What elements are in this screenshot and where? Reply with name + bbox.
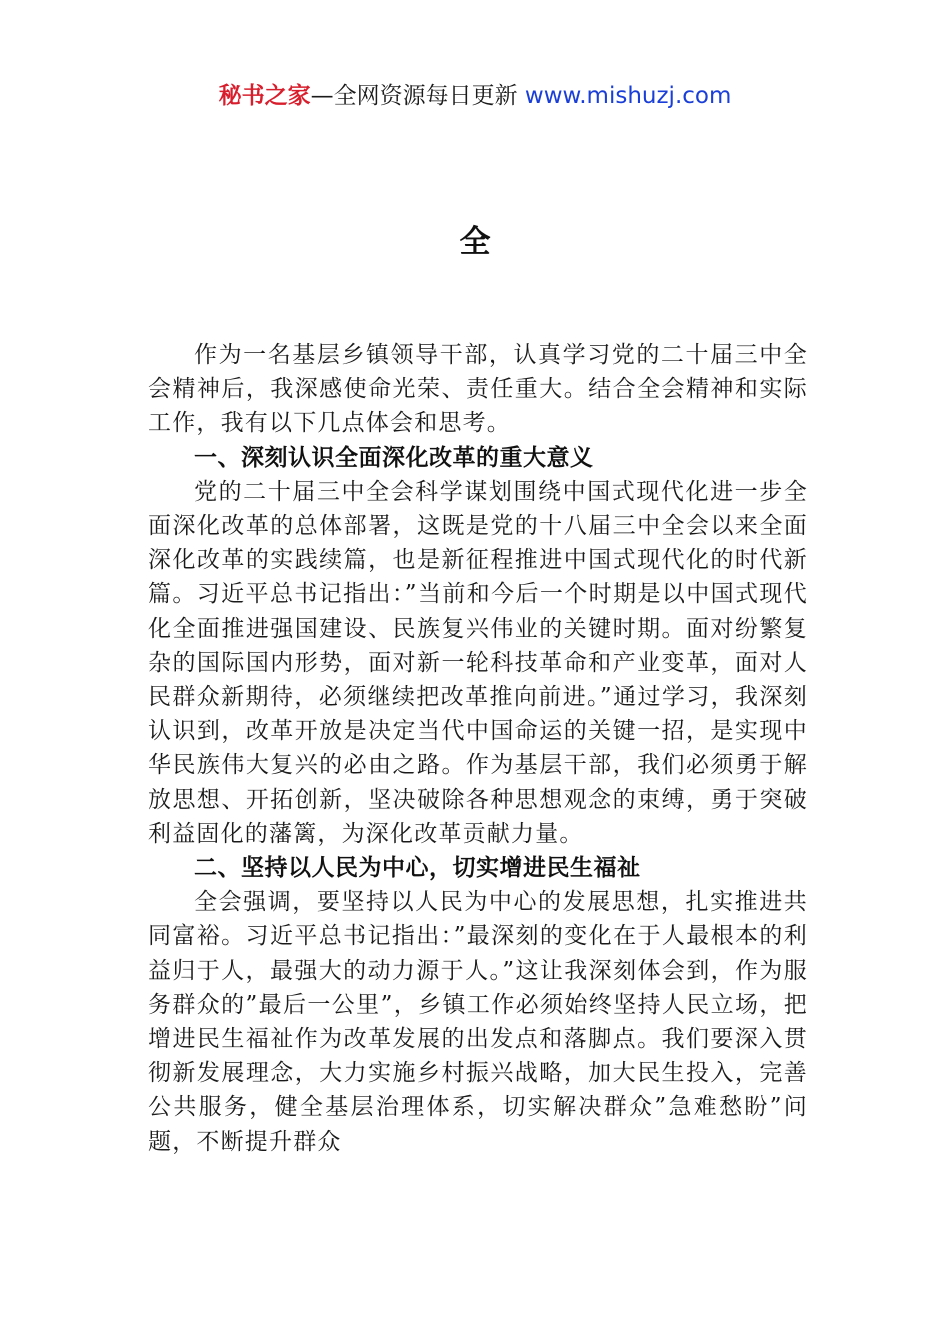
- section-heading-2: 二、坚持以人民为中心，切实增进民生福祉: [194, 855, 641, 882]
- intro-paragraph: 作为一名基层乡镇领导干部，认真学习党的二十届三中全会精神后，我深感使命光荣、责任重大。结合全会精神和实际工作，我有以下几点体会和思考。: [148, 342, 808, 437]
- site-url-link[interactable]: www.mishuzj.com: [524, 83, 732, 109]
- document-title-line-2: 全: [459, 224, 491, 260]
- brand-name: 秘书之家: [218, 83, 311, 109]
- site-header: [0, 80, 950, 112]
- section-1-paragraph: 党的二十届三中全会科学谋划围绕中国式现代化进一步全面深化改革的总体部署，这既是党的十八届三中全会以来全面深化改革的实践续篇，也是新征程推进中国式现代化的时代新篇。习近平总书记指出：”当前和今后一个时期是以中国式现代化全面推进强国建设、民族复兴伟业的关键时期。面对纷繁复杂的国际国内形势，面对新一轮科技革命和产业变革，面对人民群众新期待，必须继续把改革推向前进。”通过学习，我深刻认识到，改革开放是决定当代中国命运的关键一招，是实现中华民族伟大复兴的必由之路。作为基层干部，我们必须勇于解放思想、开拓创新，坚决破除各种思想观念的束缚，勇于突破利益固化的藩篱，为深化改革贡献力量。: [148, 478, 808, 847]
- document-body: [148, 338, 808, 1159]
- header-slogan: —全网资源每日更新: [310, 83, 518, 109]
- section-2-paragraph: 全会强调，要坚持以人民为中心的发展思想，扎实推进共同富裕。习近平总书记指出：”最深刻的变化在于人最根本的利益归于人，最强大的动力源于人。”这让我深刻体会到，作为服务群众的”最后一公里”，乡镇工作必须始终坚持人民立场，把增进民生福祉作为改革发展的出发点和落脚点。我们要深入贯彻新发展理念，大力实施乡村振兴战略，加大民生投入，完善公共服务，健全基层治理体系，切实解决群众”急难愁盼”问题，不断提升群众: [148, 889, 808, 1155]
- section-heading-1: 一、深刻认识全面深化改革的重大意义: [194, 444, 594, 471]
